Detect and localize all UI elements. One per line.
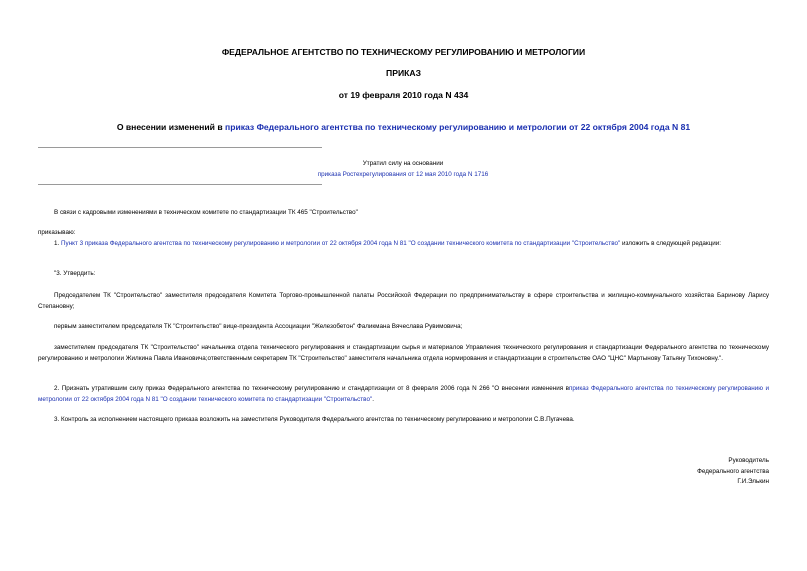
item-1-paragraph bbox=[38, 239, 769, 250]
signature-name: Г.И.Элькин bbox=[737, 478, 769, 485]
first-deputy-paragraph: первым заместителем председателя ТК "Строительство" вице-президента Ассоциации "Железобетон" Фаликмана Вячеслава Рувимовича; bbox=[54, 323, 463, 330]
item-2-text: 2. Признать утратившим силу приказ Федерального агентства по техническому регулированию и стандартизации от 8 февраля 2006 года N 266 "О внесении изменения в bbox=[54, 385, 569, 392]
agency-heading: ФЕДЕРАЛЬНОЕ АГЕНТСТВО ПО ТЕХНИЧЕСКОМУ РЕГУЛИРОВАНИЮ И МЕТРОЛОГИИ bbox=[221, 47, 586, 57]
intro-paragraph: В связи с кадровыми изменениями в техническом комитете по стандартизации ТК 465 "Строительство" bbox=[54, 209, 358, 216]
status-note-text: Утратил силу на основании bbox=[362, 160, 444, 167]
item-1-number: 1. bbox=[54, 240, 62, 247]
signature-agency: Федерального агентства bbox=[697, 467, 769, 475]
approve-paragraph: "3. Утвердить: bbox=[54, 270, 96, 277]
item-3-paragraph: 3. Контроль за исполнением настоящего приказа возложить на заместителя Руководителя Федерального агентства по техническому регулированию и метрологии С.В.Пугачева. bbox=[54, 416, 575, 423]
signature-position: Руководитель bbox=[728, 457, 769, 464]
status-note-link[interactable]: приказа Ростехрегулирования от 12 мая 2010 года N 1716 bbox=[317, 171, 489, 178]
item-1-link[interactable]: Пункт 3 приказа Федерального агентства по техническому регулированию и метрологии от 22 октября 2004 года N 81 "О создании технического комитета по стандартизации "Строительство" bbox=[61, 240, 621, 247]
title-prefix: О внесении изменений в bbox=[116, 122, 225, 132]
date-number-heading: от 19 февраля 2010 года N 434 bbox=[338, 90, 469, 100]
separator-bottom bbox=[38, 184, 322, 185]
chair-paragraph: Председателем ТК "Строительство" заместителя председателя Комитета Торгово-промышленной палаты Российской Федерации по предпринимательству в сфере строительства и жилищно-коммунального хозяйства Баринову Ларису Степановну; bbox=[38, 292, 769, 310]
doc-type-heading: ПРИКАЗ bbox=[386, 68, 421, 78]
separator-top bbox=[38, 147, 322, 148]
item-2-end: . bbox=[372, 395, 374, 403]
deputy-paragraph: заместителем председателя ТК "Строительство" начальника отдела технического регулирования и стандартизации сырья и материалов Управления технического регулирования и стандартизации Федерального агентства по техническому регулированию и метрологии Жилкина Павла Ивановича;ответственным секретарем ТК "Строительство" заместителя начальника отдела нормирования и стандартизации в строительстве ОАО "ЦНС" Мартынову Татьяну Тихоновну.". bbox=[38, 344, 769, 362]
status-note bbox=[228, 158, 578, 180]
item-2-link[interactable]: приказ Федерального агентства по техническому регулированию и метрологии от 22 октября 2004 года N 81 "О создании технического комитета по стандартизации "Строительство" bbox=[38, 385, 769, 403]
title-link[interactable]: приказ Федерального агентства по техническому регулированию и метрологии от 22 октября 2004 года N 81 bbox=[225, 122, 691, 132]
order-word: приказываю: bbox=[38, 229, 76, 236]
signature-block bbox=[697, 456, 769, 488]
document-title bbox=[38, 122, 769, 132]
item-1-rest: изложить в следующей редакции: bbox=[620, 240, 722, 247]
item-2-paragraph bbox=[38, 384, 769, 405]
